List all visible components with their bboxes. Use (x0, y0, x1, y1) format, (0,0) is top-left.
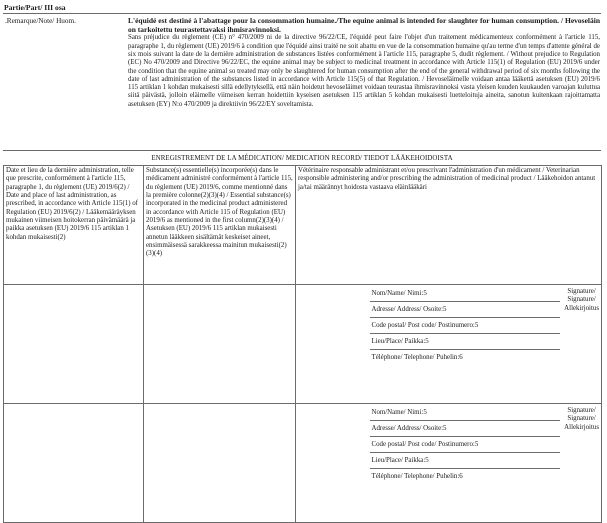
veterinarian-cell (296, 404, 602, 523)
vet-postcode-field[interactable]: Code postal/ Post code/ Postinumero:5 (370, 437, 560, 453)
vet-name-field[interactable]: Nom/Name/ Nimi:5 (370, 405, 560, 421)
substances-cell[interactable] (144, 404, 296, 523)
remark-paragraph: Sans préjudice du règlement (CE) n° 470/2009 ni de la directive 96/22/CE, l'équidé peut faire l'objet d'un traitement médicamenteux conformément à l'article 115, paragraphe 1, du règlement (UE) 2019/6 à condition que l'équidé ainsi traité ne soit abattu en vue de la consommation humaine qu'au terme d'un temps d'attente général de six mois suivant la date de la dernière administration de substances listées conformément à l'article 115, paragraphe 5, dudit règlement. / Without prejudice to Regulation (EC) No 470/2009 and Directive 96/22/EC, the equine animal may be subject to medicinal treatment in accordance with Article 115(1) of Regulation (EU) 2019/6 under the condition that the equine animal so treated may only be slaughtered for human consumption after the end of the general withdrawal period of six months following the date of last administration of the substances listed in accordance with Article 115(5) of that Regulation. / Hevoseläimelle voidaan antaa lääkettä asetuksen (EU) 2019/6 115 artiklan 1 kohdan mukaisesti sillä edellytyksellä, että näin hoidetut hevoseläimet voidaan teurastaa ihmisravinnoksi vasta yleisen kuuden kuukauden varoajan kuluttua siitä päivästä, jolloin eläimelle viimeisen kerran hoidettiin kyseisen asetuksen 115 artiklan 5 kohdan mukaisesti luetteloituja aineita, sanotun kuitenkaan rajoittamatta asetuksen (EY) N:o 470/2009 ja direktiivin 96/22/EY soveltamista. (128, 34, 600, 108)
header-rule (3, 13, 601, 14)
vet-postcode-field[interactable]: Code postal/ Post code/ Postinumero:5 (370, 318, 560, 334)
table-row (4, 285, 602, 404)
date-place-cell[interactable] (4, 404, 144, 523)
remark-bold-statement: L'équidé est destiné à l'abattage pour la consommation humaine./The equine animal is intended for slaughter for human consumption. / Hevoseläin on tarkoitettu teurastettavaksi ihmisravinnoksi. (128, 16, 600, 35)
date-place-cell[interactable] (4, 285, 144, 404)
vet-address-field[interactable]: Adresse/ Address/ Osoite:5 (370, 302, 560, 318)
vet-name-field[interactable]: Nom/Name/ Nimi:5 (370, 286, 560, 302)
veterinarian-cell (296, 285, 602, 404)
table-header-row (4, 166, 602, 285)
vet-place-field[interactable]: Lieu/Place/ Paikka:5 (370, 334, 560, 350)
signature-field[interactable]: Signature/ Signature/ Allekirjoitus (564, 288, 600, 312)
vet-telephone-field[interactable]: Téléphone/ Telephone/ Puhelin:6 (371, 354, 463, 361)
vet-telephone-field[interactable]: Téléphone/ Telephone/ Puhelin:6 (371, 473, 463, 480)
table-row (4, 404, 602, 523)
medication-record-table (3, 165, 602, 523)
column-header-date-place: Date et lieu de la dernière administration, telle que prescrite, conformément à l'article 115, paragraphe 1, du règlement (UE) 2019/6(2) / Date and place of last administration, as prescribed, in accordance with Article 115(1) of Regulation (EU) 2019/6(2) / Lääkemääräyksen mukainen viimeisen hoitokerran päivämäärä ja paikka asetuksen (EU) 2019/6 115 artiklan 1 kohdan mukaisesti(2) (4, 166, 144, 285)
medication-record-title: ENREGISTREMENT DE LA MÉDICATION/ MEDICATION RECORD/ TIEDOT LÄÄKEHOIDOISTA (151, 155, 453, 162)
column-header-veterinarian: Vétérinaire responsable administrant et/ou prescrivant l'administration d'un médicament / Veterinarian responsible administering and/or prescribing the administration of medicinal product / Lääkehoidon antanut ja/tai määrännyt hoidosta vastaava eläinlääkäri (296, 166, 602, 285)
signature-field[interactable]: Signature/ Signature/ Allekirjoitus (564, 407, 600, 431)
vet-address-field[interactable]: Adresse/ Address/ Osoite:5 (370, 421, 560, 437)
substances-cell[interactable] (144, 285, 296, 404)
remark-text (128, 16, 600, 109)
part-header: Partie/Part/ III osa (4, 3, 66, 12)
remark-label: .Remarque/Note/ Huom. (5, 17, 76, 25)
vet-place-field[interactable]: Lieu/Place/ Paikka:5 (370, 453, 560, 469)
section-top-rule (3, 150, 601, 151)
column-header-substances: Substance(s) essentielle(s) incorporée(s) dans le médicament administré conformément à l'article 115, du règlement (UE) 2019/6, comme mentionné dans la première colonne(2)(3)(4) / Essential substance(s) incorporated in the medicinal product administered in accordance with Article 115 of Regulation (EU) 2019/6 as mentioned in the first column(2)(3)(4) / Asetuksen (EU) 2019/6 115 artiklan mukaisesti annetun lääkkeen sisältämät keskeiset aineet, ensimmäisessä sarakkeessa mainitun mukaisesti(2)(3)(4) (144, 166, 296, 285)
